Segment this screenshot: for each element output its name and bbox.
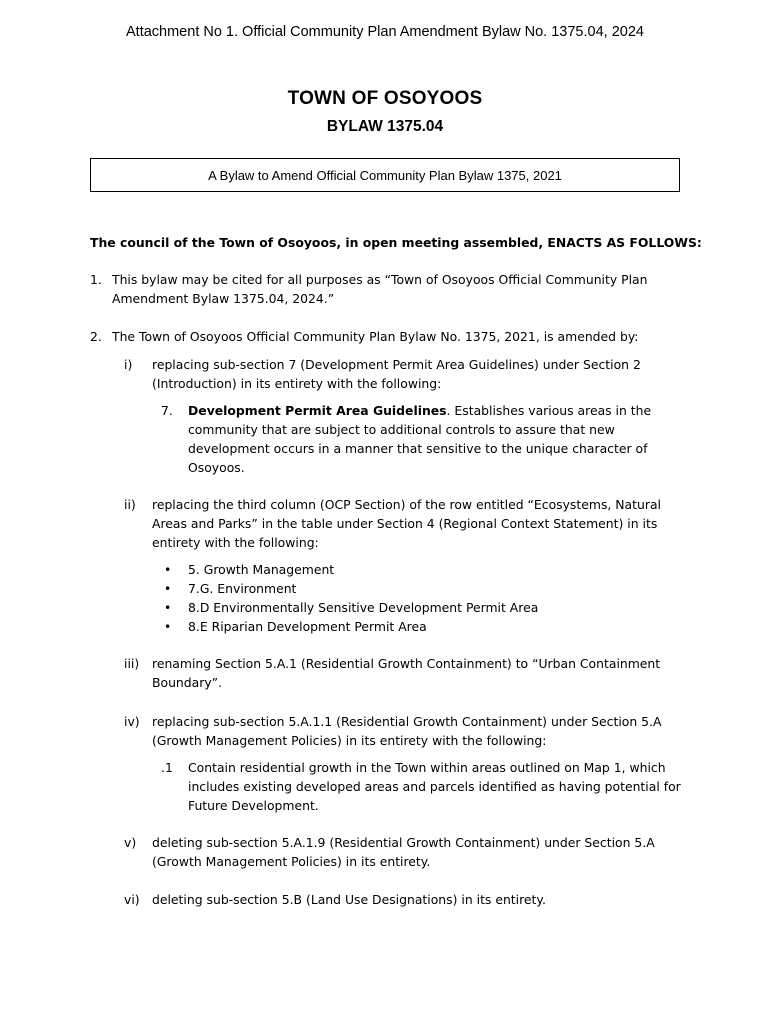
sub-iii-line1: renaming Section 5.A.1 (Residential Growth Containment) to “Urban Containment <box>152 656 661 671</box>
sub-v-number: v) <box>124 835 137 850</box>
bullet-dot: • <box>164 562 172 577</box>
sub-iv-quote-number: .1 <box>161 760 173 775</box>
enacting-clause: The council of the Town of Osoyoos, in open meeting assembled, ENACTS AS FOLLOWS: <box>90 235 702 250</box>
sub-i-number: i) <box>124 357 133 372</box>
sub-iv-quote-line2: includes existing developed areas and parcels identified as having potential for <box>188 779 681 794</box>
sub-vi-number: vi) <box>124 892 140 907</box>
sub-iv-quote-line3: Future Development. <box>188 798 319 813</box>
bullet-dot: • <box>164 581 172 596</box>
bullet-item: 8.E Riparian Development Permit Area <box>188 619 427 634</box>
sub-i-quote-line1 <box>188 401 651 420</box>
item-2-line1: The Town of Osoyoos Official Community Plan Bylaw No. 1375, 2021, is amended by: <box>112 329 639 344</box>
sub-vi-line1: deleting sub-section 5.B (Land Use Designations) in its entirety. <box>152 892 546 907</box>
bylaw-purpose-text: A Bylaw to Amend Official Community Plan Bylaw 1375, 2021 <box>208 167 562 183</box>
sub-ii-number: ii) <box>124 497 136 512</box>
sub-iii-line2: Boundary”. <box>152 675 223 690</box>
bylaw-purpose-box <box>90 158 680 192</box>
sub-v-line2: (Growth Management Policies) in its entirety. <box>152 854 431 869</box>
item-1-line1: This bylaw may be cited for all purposes as “Town of Osoyoos Official Community Plan <box>112 272 648 287</box>
sub-ii-line1: replacing the third column (OCP Section) of the row entitled “Ecosystems, Natural <box>152 497 661 512</box>
sub-ii-line3: entirety with the following: <box>152 535 319 550</box>
document-title: TOWN OF OSOYOOS <box>287 88 483 109</box>
sub-iv-number: iv) <box>124 714 140 729</box>
sub-i-line2: (Introduction) in its entirety with the following: <box>152 376 442 391</box>
bullet-item: 8.D Environmentally Sensitive Development Permit Area <box>188 600 539 615</box>
sub-i-quote-line2: community that are subject to additional controls to assure that new <box>188 422 615 437</box>
attachment-header: Attachment No 1. Official Community Plan Amendment Bylaw No. 1375.04, 2024 <box>126 24 644 40</box>
sub-v-line1: deleting sub-section 5.A.1.9 (Residential Growth Containment) under Section 5.A <box>152 835 655 850</box>
sub-ii-line2: Areas and Parks” in the table under Section 4 (Regional Context Statement) in its <box>152 516 658 531</box>
sub-i-quote-number: 7. <box>161 403 173 418</box>
sub-iv-quote-line1: Contain residential growth in the Town within areas outlined on Map 1, which <box>188 760 666 775</box>
sub-iv-line2: (Growth Management Policies) in its entirety with the following: <box>152 733 547 748</box>
dpa-guidelines-heading: Development Permit Area Guidelines <box>188 403 447 418</box>
item-2-number: 2. <box>90 329 102 344</box>
sub-i-line1: replacing sub-section 7 (Development Permit Area Guidelines) under Section 2 <box>152 357 641 372</box>
bullet-item: 5. Growth Management <box>188 562 335 577</box>
bullet-dot: • <box>164 600 172 615</box>
sub-i-quote-line4: Osoyoos. <box>188 460 245 475</box>
sub-i-quote-line1-rest: . Establishes various areas in the <box>446 403 652 418</box>
sub-i-quote-line3: development occurs in a manner that sensitive to the unique character of <box>188 441 648 456</box>
bullet-item: 7.G. Environment <box>188 581 297 596</box>
document-subtitle: BYLAW 1375.04 <box>326 118 444 135</box>
item-1-line2: Amendment Bylaw 1375.04, 2024.” <box>112 291 335 306</box>
bullet-dot: • <box>164 619 172 634</box>
sub-iii-number: iii) <box>124 656 140 671</box>
item-1-number: 1. <box>90 272 102 287</box>
sub-iv-line1: replacing sub-section 5.A.1.1 (Residential Growth Containment) under Section 5.A <box>152 714 662 729</box>
